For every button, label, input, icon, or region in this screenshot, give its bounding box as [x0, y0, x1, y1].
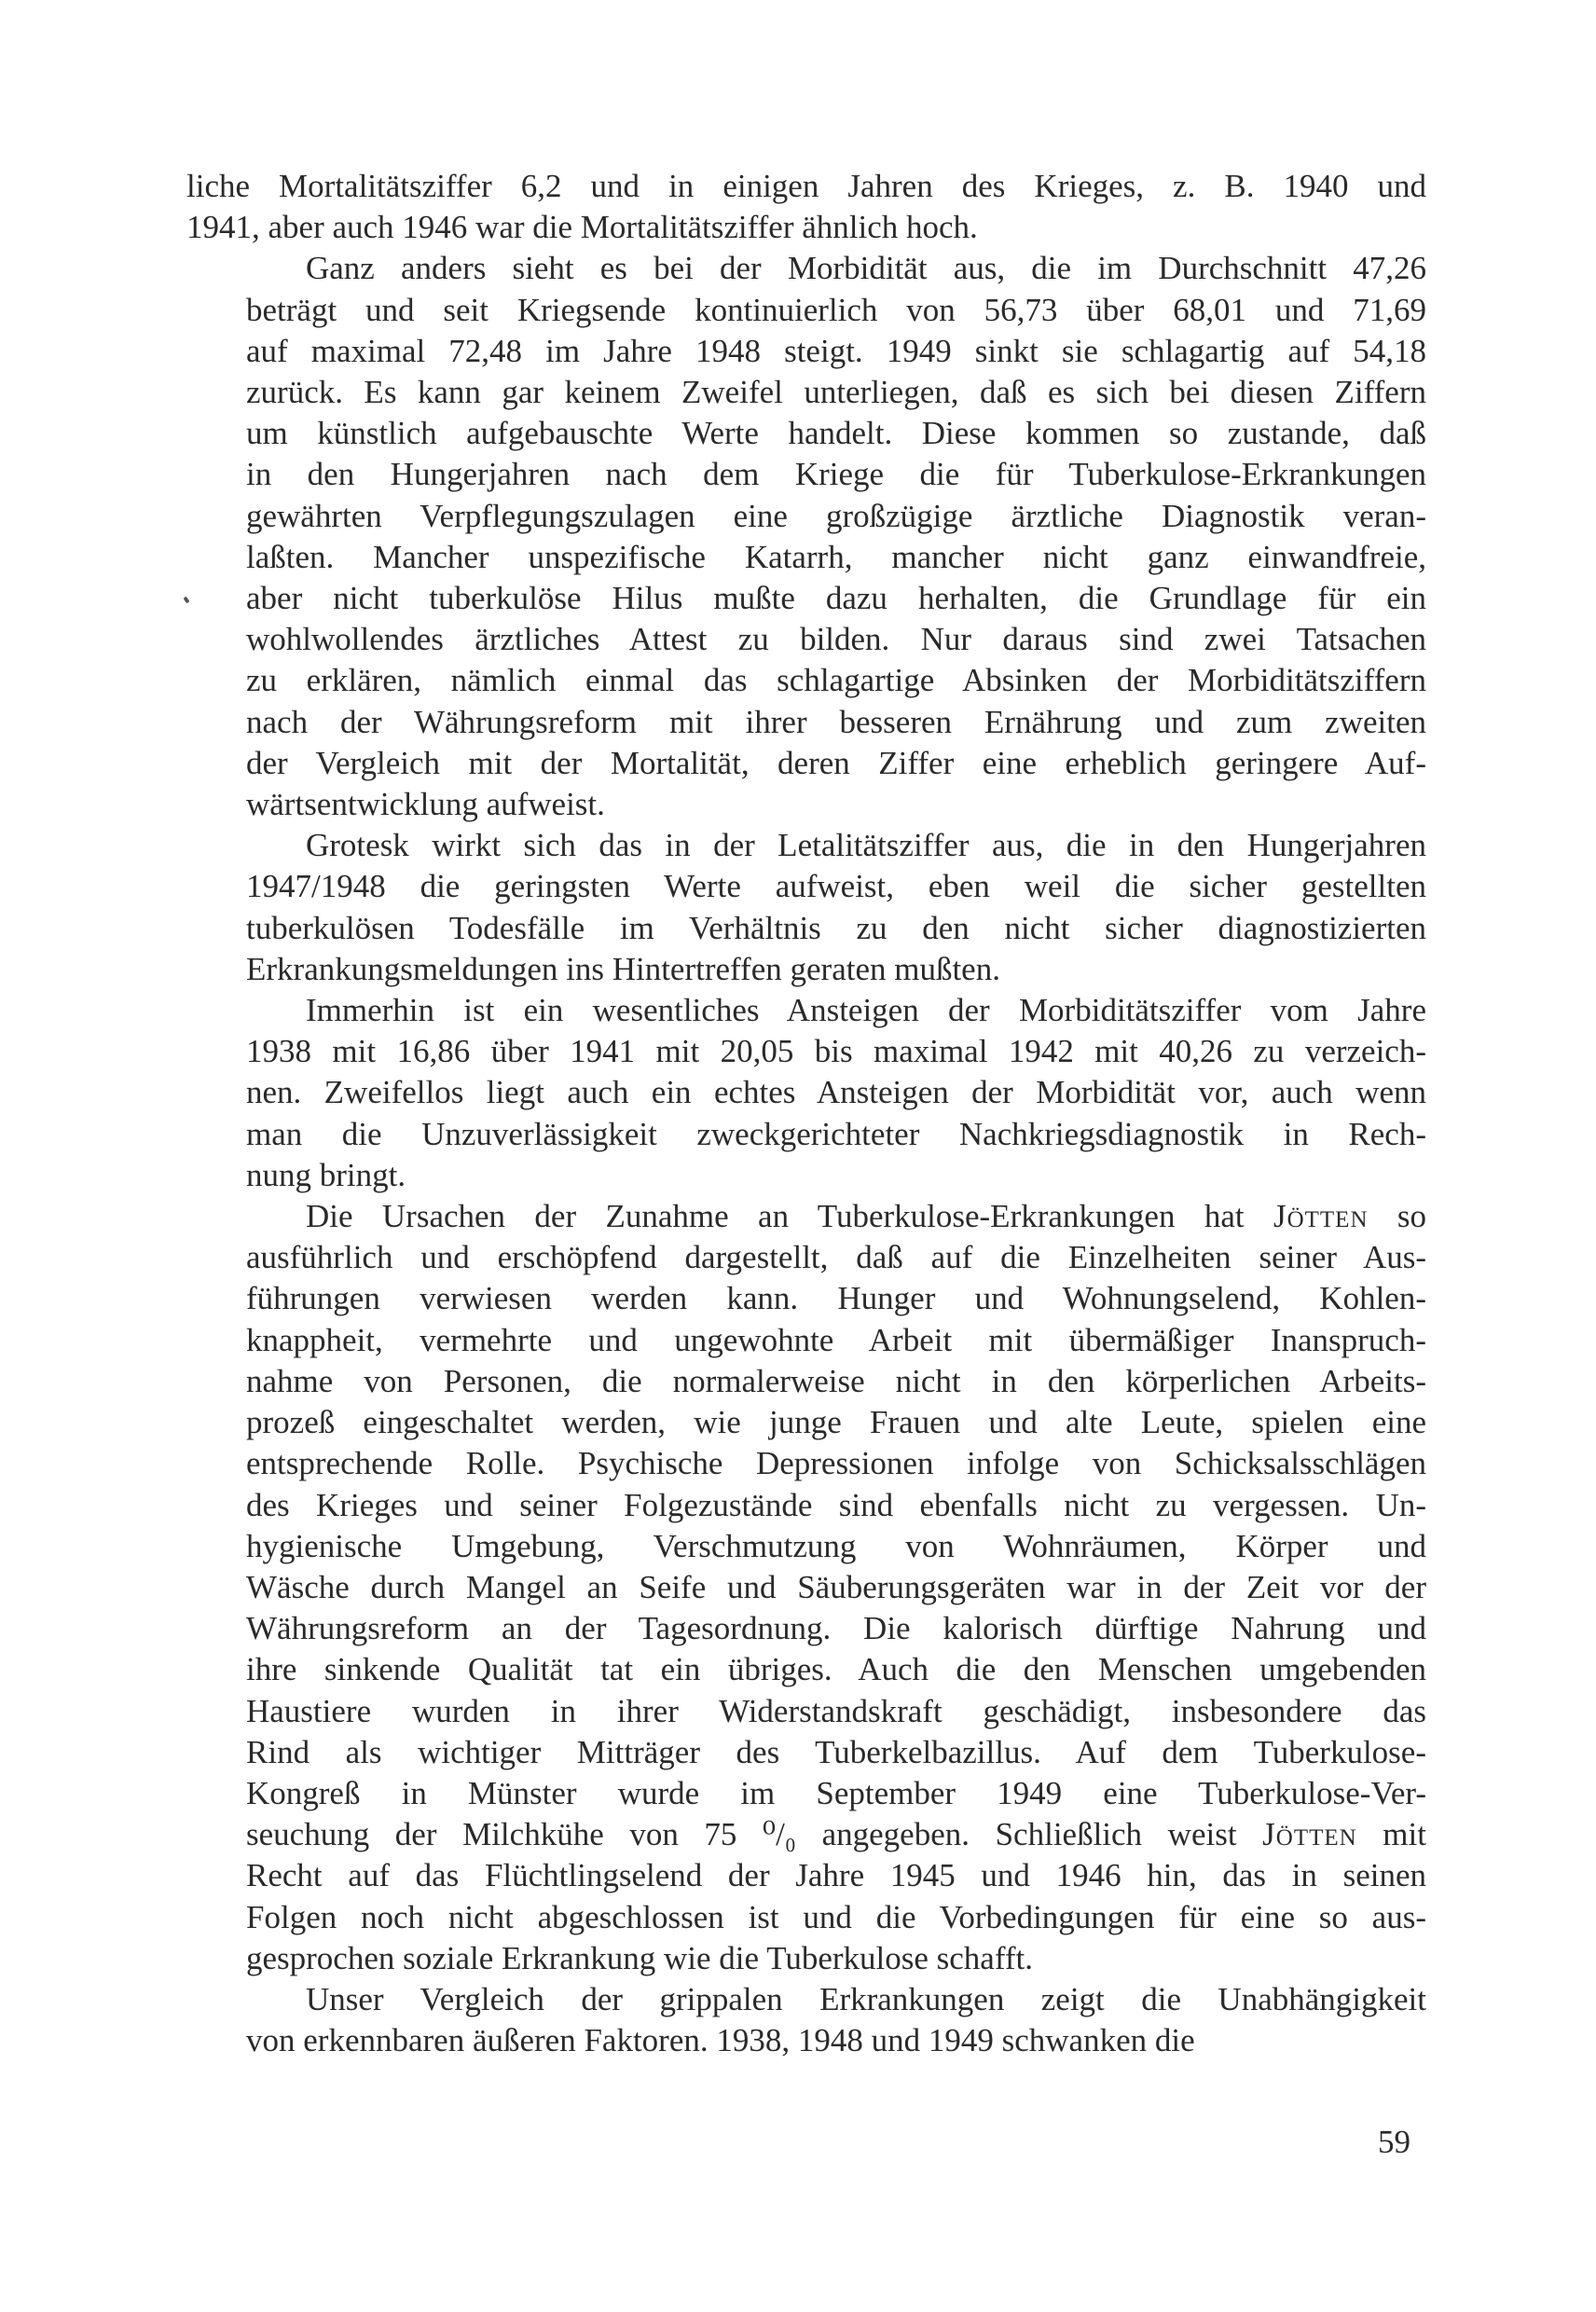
text-line: führungen verwiesen werden kann. Hunger und Wohnungselend, Kohlen- — [246, 1280, 1426, 1317]
text-line: 1941, aber auch 1946 war die Mortalitätsziffer ähnlich hoch. — [186, 209, 978, 246]
text-line: nach der Währungsreform mit ihrer besseren Ernährung und zum zweiten — [246, 703, 1426, 740]
text-line: hygienische Umgebung, Verschmutzung von Wohnräumen, Körper und — [246, 1527, 1426, 1564]
paragraph — [186, 1979, 1426, 2061]
text-line: gesprochen soziale Erkrankung wie die Tuberkulose schafft. — [246, 1939, 1033, 1976]
text-line: Kongreß in Münster wurde im September 1949 eine Tuberkulose-Ver- — [246, 1774, 1426, 1811]
text-line: Immerhin ist ein wesentliches Ansteigen der Morbiditätsziffer vom Jahre — [306, 992, 1426, 1029]
text-line: auf maximal 72,48 im Jahre 1948 steigt. 1949 sinkt sie schlagartig auf 54,18 — [246, 332, 1426, 369]
text-line: nahme von Personen, die normalerweise nicht in den körperlichen Arbeits- — [246, 1362, 1426, 1399]
paragraph — [186, 990, 1426, 1196]
text-line: ihre sinkende Qualität tat ein übriges. Auch die den Menschen umgebenden — [246, 1651, 1426, 1688]
text-line: nen. Zweifellos liegt auch ein echtes Ansteigen der Morbidität vor, auch wenn — [246, 1074, 1426, 1111]
text-line: der Vergleich mit der Mortalität, deren Ziffer eine erheblich geringere Auf- — [246, 744, 1426, 781]
text-line: aber nicht tuberkulöse Hilus mußte dazu herhalten, die Grundlage für ein — [246, 580, 1426, 617]
text-line: entsprechende Rolle. Psychische Depressionen infolge von Schicksalsschlägen — [246, 1445, 1426, 1482]
text-line: Wäsche durch Mangel an Seife und Säuberungsgeräten war in der Zeit vor der — [246, 1568, 1426, 1605]
text-line: Erkrankungsmeldungen ins Hintertreffen geraten mußten. — [246, 950, 1000, 987]
text-line: wohlwollendes ärztliches Attest zu bilden. Nur daraus sind zwei Tatsachen — [246, 621, 1426, 658]
text-line: Folgen noch nicht abgeschlossen ist und die Vorbedingungen für eine so aus- — [246, 1898, 1426, 1935]
page-number: 59 — [1378, 2124, 1410, 2160]
paragraph — [186, 166, 1426, 248]
text-line: wärtsentwicklung aufweist. — [246, 786, 605, 823]
text-line: man die Unzuverlässigkeit zweckgerichteter Nachkriegsdiagnostik in Rech- — [246, 1115, 1426, 1152]
text-line: Unser Vergleich der grippalen Erkrankungen zeigt die Unabhängigkeit — [306, 1980, 1426, 2017]
author-name: Jötten — [1273, 1198, 1369, 1235]
text-line: Haustiere wurden in ihrer Widerstandskraft geschädigt, insbesondere das — [246, 1692, 1426, 1729]
text-line: beträgt und seit Kriegsende kontinuierlich von 56,73 über 68,01 und 71,69 — [246, 291, 1426, 328]
text-line: laßten. Mancher unspezifische Katarrh, mancher nicht ganz einwandfreie, — [246, 538, 1426, 575]
text-line: Recht auf das Flüchtlingselend der Jahre 1945 und 1946 hin, das in seinen — [246, 1857, 1426, 1894]
text-line: Rind als wichtiger Mitträger des Tuberkelbazillus. Auf dem Tuberkulose- — [246, 1733, 1426, 1770]
text-line: prozeß eingeschaltet werden, wie junge Frauen und alte Leute, spielen eine — [246, 1404, 1426, 1441]
text-line: in den Hungerjahren nach dem Kriege die für Tuberkulose-Erkrankungen — [246, 456, 1426, 493]
text-line: nung bringt. — [246, 1156, 406, 1193]
text-line: gewährten Verpflegungszulagen eine großzügige ärztliche Diagnostik veran- — [246, 497, 1426, 534]
text-line: knappheit, vermehrte und ungewohnte Arbeit mit übermäßiger Inanspruch- — [246, 1321, 1426, 1358]
text-line: ausführlich und erschöpfend dargestellt, daß auf die Einzelheiten seiner Aus- — [246, 1239, 1426, 1276]
text-line: zurück. Es kann gar keinem Zweifel unterliegen, daß es sich bei diesen Ziffern — [246, 374, 1426, 411]
body-text — [186, 166, 1426, 2061]
text-line: tuberkulösen Todesfälle im Verhältnis zu den nicht sicher diagnostizierten — [246, 909, 1426, 946]
text-line: liche Mortalitätsziffer 6,2 und in einigen Jahren des Krieges, z. B. 1940 und — [186, 168, 1426, 204]
text-line: 1947/1948 die geringsten Werte aufweist, eben weil die sicher gestellten — [246, 868, 1426, 905]
paragraph — [186, 248, 1426, 825]
text-line: Die Ursachen der Zunahme an Tuberkulose-Erkrankungen hat Jötten so — [306, 1198, 1426, 1235]
text-line: 1938 mit 16,86 über 1941 mit 20,05 bis maximal 1942 mit 40,26 zu verzeich- — [246, 1033, 1426, 1070]
text-line: des Krieges und seiner Folgezustände sind ebenfalls nicht zu vergessen. Un- — [246, 1486, 1426, 1523]
paragraph — [186, 1196, 1426, 1979]
author-name: Jötten — [1262, 1816, 1357, 1853]
text-line: Ganz anders sieht es bei der Morbidität aus, die im Durchschnitt 47,26 — [306, 250, 1426, 287]
text-line: seuchung der Milchkühe von 75 ⁰/₀ angegeben. Schließlich weist Jötten mit — [246, 1816, 1426, 1853]
text-line: von erkennbaren äußeren Faktoren. 1938, 1948 und 1949 schwanken die — [246, 2022, 1195, 2059]
text-line: um künstlich aufgebauschte Werte handelt. Diese kommen so zustande, daß — [246, 415, 1426, 452]
text-line: Grotesk wirkt sich das in der Letalitätsziffer aus, die in den Hungerjahren — [306, 827, 1426, 864]
text-line: Währungsreform an der Tagesordnung. Die kalorisch dürftige Nahrung und — [246, 1610, 1426, 1647]
paragraph — [186, 825, 1426, 990]
text-line: zu erklären, nämlich einmal das schlagartige Absinken der Morbiditätsziffern — [246, 662, 1426, 699]
